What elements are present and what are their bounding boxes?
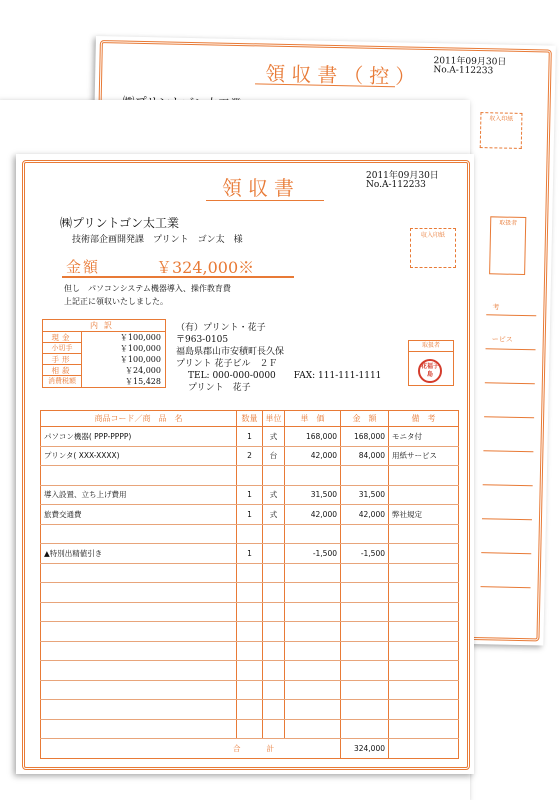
table-row <box>41 446 459 466</box>
item-note <box>389 602 459 622</box>
item-amount <box>341 563 389 583</box>
table-row <box>41 563 459 583</box>
stamp-label: 収入印紙 <box>489 115 514 123</box>
breakdown-value: ￥24,000 <box>125 366 161 375</box>
item-qty <box>237 583 263 603</box>
copy-note-text: ービス <box>491 335 513 344</box>
item-qty: 1 <box>237 544 263 564</box>
item-note <box>389 563 459 583</box>
item-amount <box>341 680 389 700</box>
item-note <box>389 700 459 720</box>
description-line: 但し パソコンシステム機器導入、操作教育費 <box>64 284 231 293</box>
item-unit: 式 <box>263 505 285 525</box>
table-row <box>41 466 459 486</box>
item-qty <box>237 563 263 583</box>
item-price <box>285 719 341 739</box>
item-note: 用紙サービス <box>389 446 459 466</box>
item-price: -1,500 <box>285 544 341 564</box>
item-qty <box>237 524 263 544</box>
item-price <box>285 466 341 486</box>
receipt-number: No.A-112233 <box>366 180 426 190</box>
header-qty: 数量 <box>237 411 263 427</box>
copy-date: 2011年09月30日 <box>433 56 507 68</box>
item-price: 42,000 <box>285 446 341 466</box>
item-amount <box>341 719 389 739</box>
issuer-block <box>176 322 381 394</box>
item-name: ▲特別出精値引き <box>41 544 237 564</box>
item-qty: 1 <box>237 485 263 505</box>
copy-revenue-stamp-box <box>480 112 523 149</box>
receipt-title: 領収書 <box>222 176 300 200</box>
item-unit <box>263 680 285 700</box>
item-price <box>285 622 341 642</box>
item-name <box>41 641 237 661</box>
item-name <box>41 700 237 720</box>
item-amount: 31,500 <box>341 485 389 505</box>
breakdown-label: 消費税額 <box>43 376 82 387</box>
table-row <box>41 427 459 447</box>
item-price <box>285 563 341 583</box>
item-amount <box>341 661 389 681</box>
item-note <box>389 583 459 603</box>
issuer-person: プリント 花子 <box>188 383 251 393</box>
item-amount <box>341 583 389 603</box>
item-price <box>285 641 341 661</box>
copy-title: 領収書（控） <box>264 61 422 89</box>
item-price <box>285 661 341 681</box>
item-amount <box>341 466 389 486</box>
breakdown-value: ￥15,428 <box>125 377 161 386</box>
item-qty: 2 <box>237 446 263 466</box>
items-body <box>41 427 459 739</box>
header-product: 商品コード／商 品 名 <box>41 411 237 427</box>
item-unit <box>263 602 285 622</box>
item-name <box>41 583 237 603</box>
payment-breakdown <box>42 319 166 388</box>
revenue-stamp-box <box>410 228 456 268</box>
item-note <box>389 719 459 739</box>
item-note: 弊社規定 <box>389 505 459 525</box>
item-unit: 式 <box>263 485 285 505</box>
table-row <box>41 485 459 505</box>
table-row <box>41 661 459 681</box>
item-note <box>389 641 459 661</box>
breakdown-row <box>43 343 165 354</box>
item-qty: 1 <box>237 505 263 525</box>
description-line: 上記正に領収いたしました。 <box>64 297 168 306</box>
item-unit: 式 <box>263 427 285 447</box>
table-row <box>41 700 459 720</box>
table-row <box>41 544 459 564</box>
header-note: 備 考 <box>389 411 459 427</box>
item-price <box>285 680 341 700</box>
item-qty <box>237 466 263 486</box>
item-unit <box>263 700 285 720</box>
issuer-address: 福島県郡山市安積町長久保 <box>176 347 285 357</box>
item-amount <box>341 622 389 642</box>
table-row <box>41 583 459 603</box>
item-price: 42,000 <box>285 505 341 525</box>
item-note <box>389 524 459 544</box>
breakdown-row <box>43 365 165 376</box>
breakdown-value: ￥100,000 <box>119 344 161 353</box>
issuer-postal: 〒963-0105 <box>176 335 229 345</box>
item-name <box>41 563 237 583</box>
item-amount <box>341 602 389 622</box>
item-amount: 42,000 <box>341 505 389 525</box>
item-unit <box>263 544 285 564</box>
item-name <box>41 524 237 544</box>
header-unit: 単位 <box>263 411 285 427</box>
item-unit <box>263 563 285 583</box>
item-amount <box>341 524 389 544</box>
item-unit <box>263 583 285 603</box>
item-qty <box>237 641 263 661</box>
recipient-person: 技術部企画開発課 プリント ゴン太 様 <box>72 235 243 245</box>
item-note <box>389 485 459 505</box>
item-price <box>285 524 341 544</box>
amount-label: 金額 <box>66 258 101 276</box>
issuer-phone-fax: TEL: 000-000-0000 FAX: 111-111-1111 <box>188 371 382 381</box>
item-note <box>389 661 459 681</box>
table-row <box>41 680 459 700</box>
item-name <box>41 680 237 700</box>
item-name: 導入設置、立ち上げ費用 <box>41 485 237 505</box>
issuer-building: プリント 花子ビル ２Ｆ <box>176 359 278 369</box>
item-qty <box>237 700 263 720</box>
table-row <box>41 719 459 739</box>
item-amount: 168,000 <box>341 427 389 447</box>
item-unit <box>263 466 285 486</box>
copy-note-header: 考 <box>492 303 500 312</box>
item-note <box>389 680 459 700</box>
breakdown-row <box>43 376 165 387</box>
copy-handler-box <box>489 216 526 275</box>
table-row <box>41 602 459 622</box>
item-amount <box>341 700 389 720</box>
item-price <box>285 700 341 720</box>
title-underline <box>206 200 324 201</box>
item-note: モニタ付 <box>389 427 459 447</box>
breakdown-row <box>43 332 165 343</box>
item-unit <box>263 661 285 681</box>
item-price: 168,000 <box>285 427 341 447</box>
total-row <box>41 739 459 759</box>
amount-value: ￥324,000※ <box>156 258 255 277</box>
item-name <box>41 466 237 486</box>
breakdown-label: 現金 <box>43 332 82 343</box>
breakdown-value: ￥100,000 <box>119 333 161 342</box>
item-name <box>41 661 237 681</box>
items-table <box>40 410 459 759</box>
recipient-company: ㈱プリントゴン太工業 <box>60 216 180 230</box>
breakdown-label: 相殺 <box>43 365 82 376</box>
handler-label: 取扱者 <box>499 219 518 227</box>
item-name <box>41 719 237 739</box>
table-row <box>41 641 459 661</box>
breakdown-value: ￥100,000 <box>119 355 161 364</box>
item-price: 31,500 <box>285 485 341 505</box>
stamp-label: 収入印紙 <box>420 232 445 239</box>
copy-number: No.A-112233 <box>433 65 494 77</box>
item-note <box>389 544 459 564</box>
item-unit <box>263 622 285 642</box>
table-row <box>41 622 459 642</box>
items-header-row <box>41 411 459 427</box>
header-amount: 金 額 <box>341 411 389 427</box>
item-note <box>389 622 459 642</box>
item-qty: 1 <box>237 427 263 447</box>
table-row <box>41 524 459 544</box>
item-name: パソコン機器( PPP-PPPP) <box>41 427 237 447</box>
breakdown-label: 手形 <box>43 354 82 365</box>
description <box>64 282 231 308</box>
handler-label: 取扱者 <box>409 341 453 352</box>
item-note <box>389 466 459 486</box>
hanko-seal <box>418 359 442 383</box>
item-name <box>41 602 237 622</box>
item-unit <box>263 719 285 739</box>
total-note <box>389 739 459 759</box>
item-price <box>285 602 341 622</box>
item-qty <box>237 622 263 642</box>
item-qty <box>237 719 263 739</box>
item-unit: 台 <box>263 446 285 466</box>
amount-underline <box>62 276 294 278</box>
table-row <box>41 505 459 525</box>
item-amount: 84,000 <box>341 446 389 466</box>
item-name <box>41 622 237 642</box>
receipt-sheet <box>16 154 474 774</box>
issuer-name: （有）プリント・花子 <box>176 323 266 333</box>
item-price <box>285 583 341 603</box>
total-label: 合計 <box>41 739 341 759</box>
item-unit <box>263 524 285 544</box>
issue-date: 2011年09月30日 <box>366 171 439 181</box>
item-qty <box>237 602 263 622</box>
breakdown-label: 小切手 <box>43 343 82 354</box>
item-qty <box>237 661 263 681</box>
item-name: プリンタ( XXX-XXXX) <box>41 446 237 466</box>
breakdown-header: 内訳 <box>43 320 165 332</box>
item-qty <box>237 680 263 700</box>
total-amount: 324,000 <box>341 739 389 759</box>
item-name: 旅費交通費 <box>41 505 237 525</box>
breakdown-row <box>43 354 165 365</box>
item-amount <box>341 641 389 661</box>
item-amount: -1,500 <box>341 544 389 564</box>
hanko-text: 花福子島 <box>420 363 439 378</box>
item-unit <box>263 641 285 661</box>
header-price: 単 価 <box>285 411 341 427</box>
